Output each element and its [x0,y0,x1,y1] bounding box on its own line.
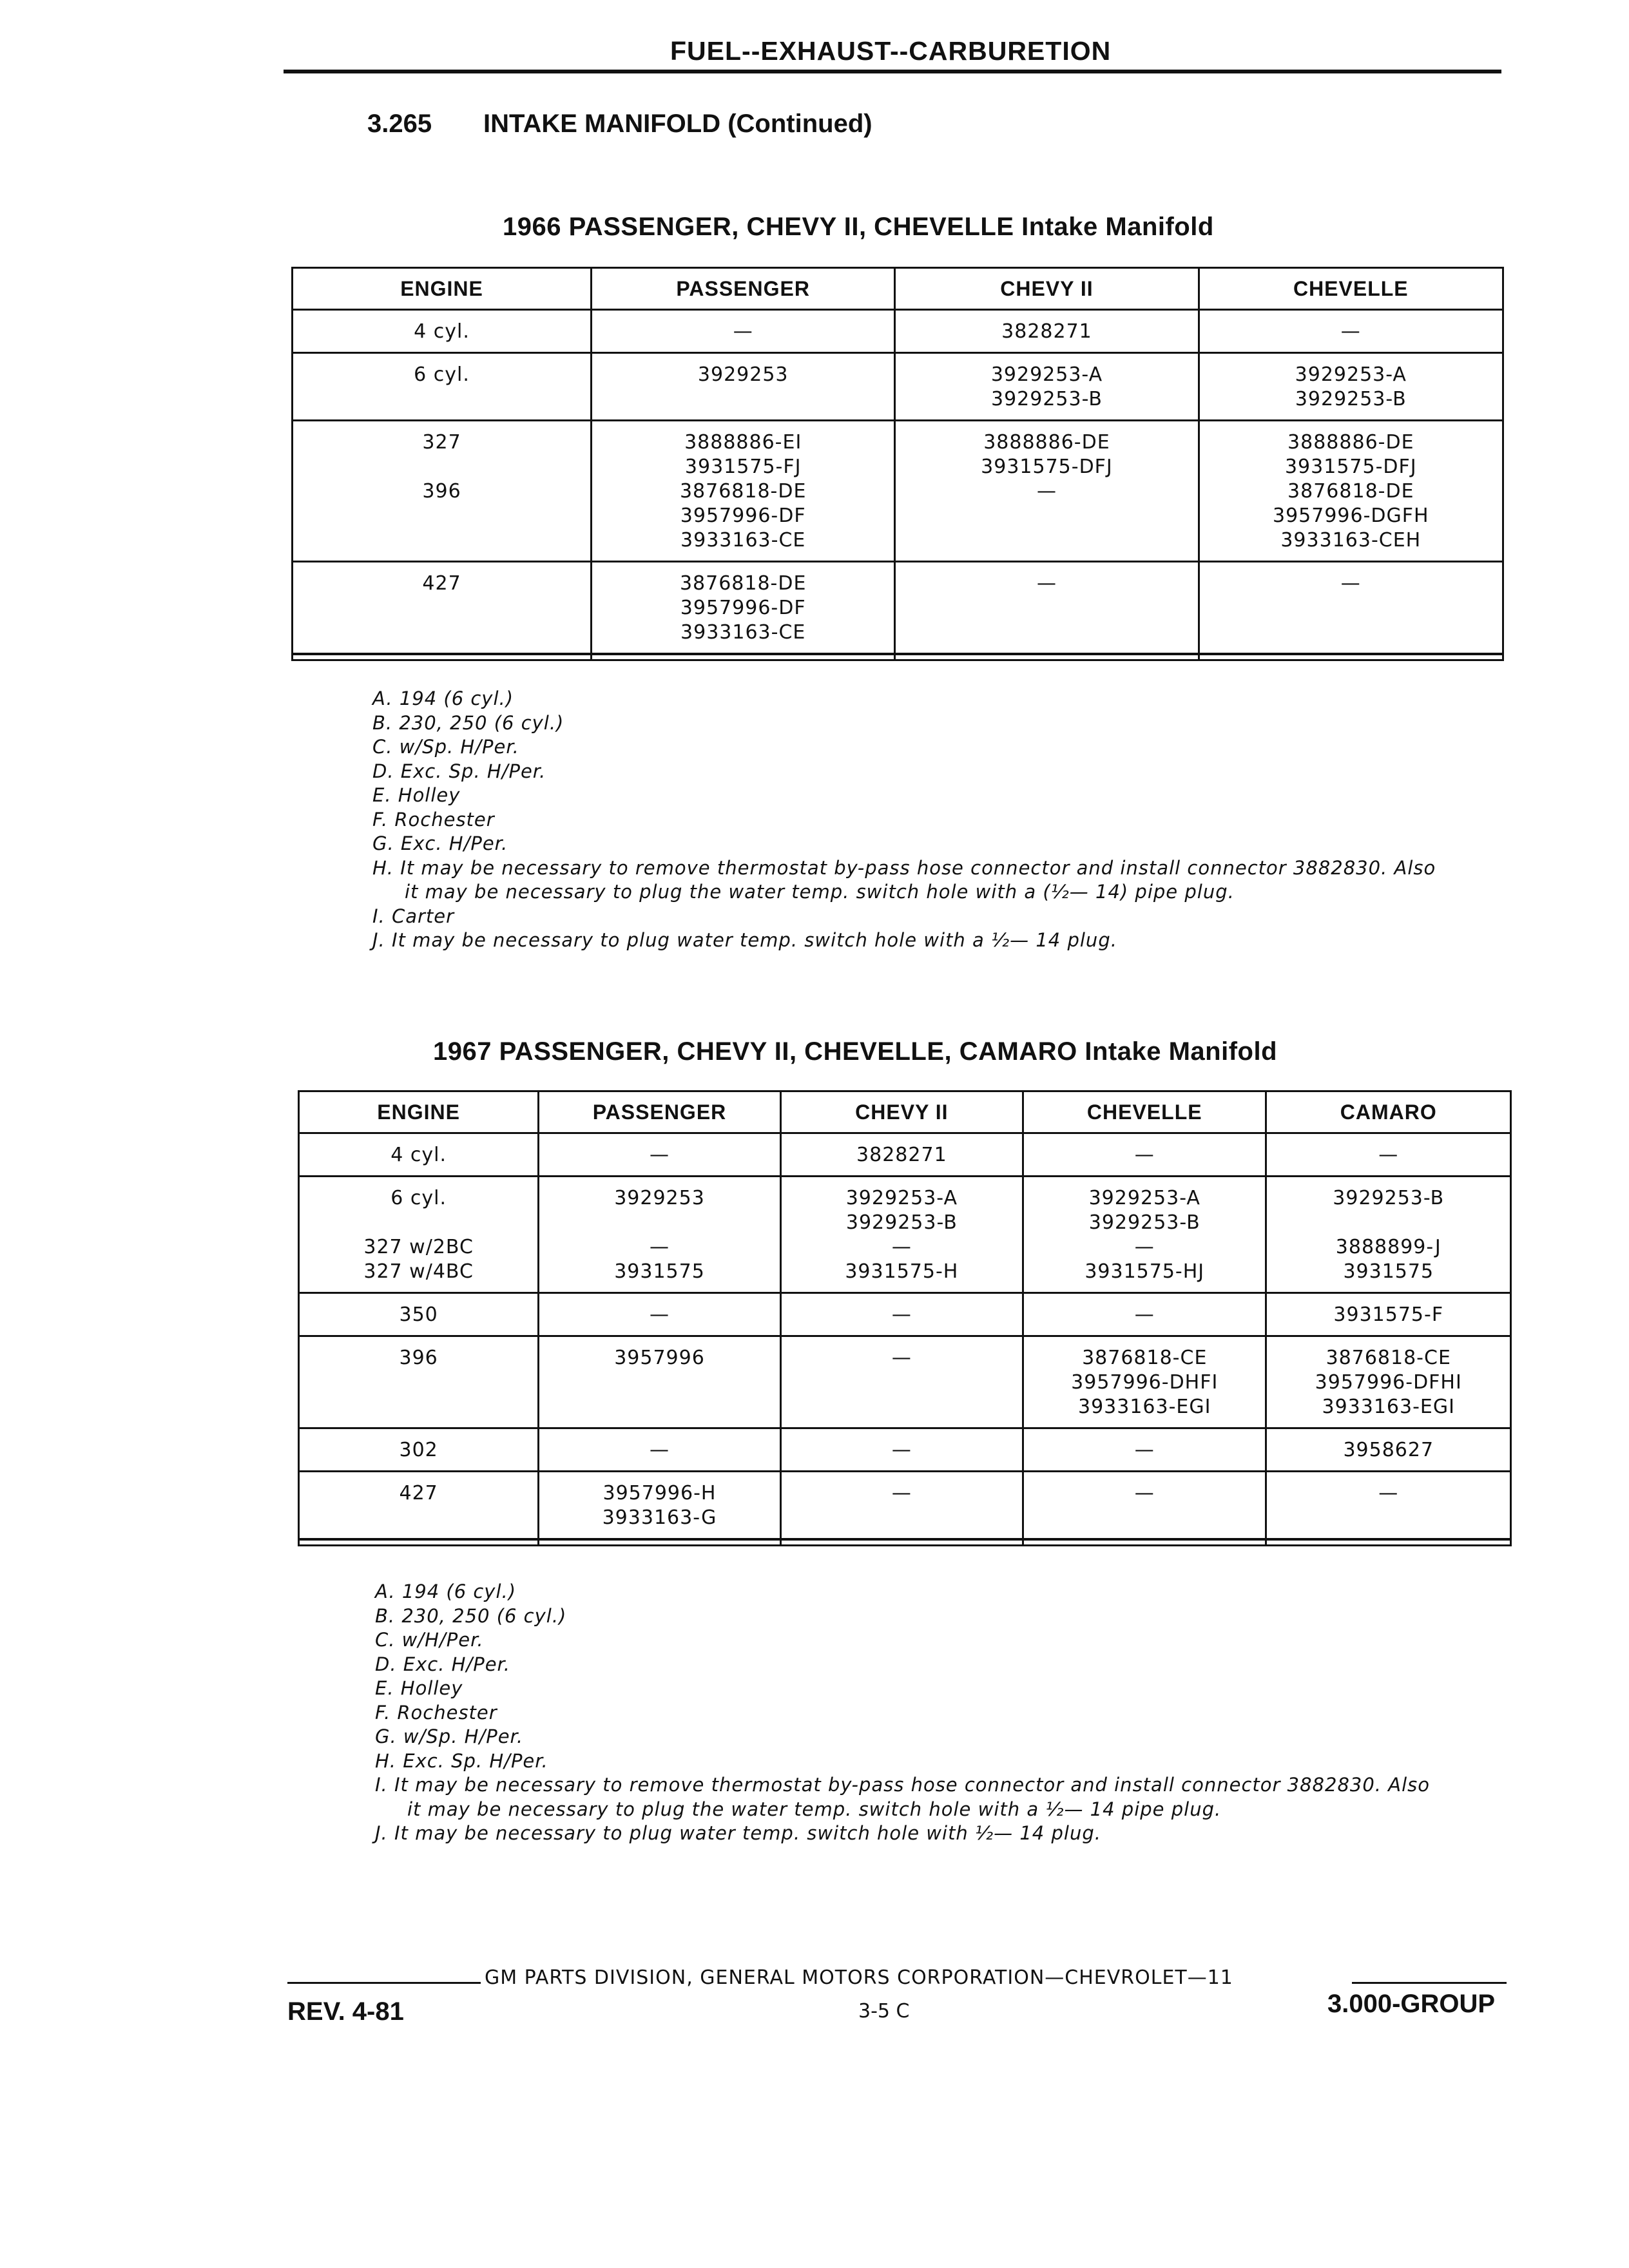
cell-passenger: — [592,310,895,353]
part-number: 3933163-EGI [1078,1396,1211,1418]
cell-chevelle [1199,353,1503,421]
footnote: G. w/Sp. H/Per. [375,1725,524,1747]
cell-engine: 350 [299,1293,539,1336]
footnote: G. Exc. H/Per. [372,832,508,854]
cell-chevelle: — [1023,1428,1266,1472]
part-number: 3931575-H [845,1260,959,1283]
part-number: 3933163-EGI [1322,1396,1455,1418]
part-number: — [891,1236,912,1258]
cell-engine: 427 [293,562,592,655]
table-row [299,1472,1511,1540]
part-number: 3929253 [614,1187,705,1209]
cell-chevy2: — [780,1293,1023,1336]
part-number: 3957996-DHFI [1071,1371,1219,1394]
cell-camaro: — [1266,1472,1511,1540]
footnote-continuation: it may be necessary to plug the water temp. switch hole with a (½— 14) pipe plug. [405,881,1235,903]
part-number: 3929253-A [990,363,1103,386]
cell-camaro: 3931575-F [1266,1293,1511,1336]
cell-passenger: — [539,1133,780,1177]
cell-engine: 427 [299,1472,539,1540]
table1-1966-intake-manifold [291,267,1504,661]
spacer [1271,1211,1506,1235]
cell-passenger: — [539,1428,780,1472]
cell-chevelle: — [1023,1472,1266,1540]
table2-1967-intake-manifold [298,1090,1512,1546]
cell-engine: 4 cyl. [299,1133,539,1177]
cell-engine [293,421,592,562]
part-number: 3957996-DF [680,597,806,619]
cell-engine: 4 cyl. [293,310,592,353]
footnote: I. Carter [372,905,455,927]
part-number: 3931575-HJ [1084,1260,1205,1283]
table-row [293,562,1503,655]
table2-notes [375,1580,1430,1846]
cell-chevy2 [895,421,1199,562]
cell-chevelle: — [1199,310,1503,353]
footer-rule-right [1352,1982,1507,1984]
col-header-chevy2: CHEVY II [780,1091,1023,1133]
part-number: — [1036,480,1057,503]
footnote: F. Rochester [375,1701,497,1724]
table2-title: 1967 PASSENGER, CHEVY II, CHEVELLE, CAMARO Intake Manifold [433,1037,1277,1066]
running-header: FUEL--EXHAUST--CARBURETION [670,36,1112,66]
col-header-chevelle: CHEVELLE [1199,268,1503,310]
table-row [299,1177,1511,1293]
cell-chevy2: — [780,1428,1023,1472]
cell-passenger [592,421,895,562]
cell-camaro: — [1266,1133,1511,1177]
part-number: 3933163-CEH [1280,529,1422,552]
part-number: 3929253-A [1295,363,1407,386]
cell-chevelle [1023,1336,1266,1428]
section-heading [367,110,872,139]
table-row [293,310,1503,353]
footnote: E. Holley [375,1677,463,1699]
table1-notes [372,687,1436,953]
cell-camaro: 3958627 [1266,1428,1511,1472]
cell-passenger: 3929253 [592,353,895,421]
part-number: 3929253-A [1088,1187,1200,1209]
table2-header-row [299,1091,1511,1133]
col-header-camaro: CAMARO [1266,1091,1511,1133]
table-row [293,421,1503,562]
cell-chevy2: 3828271 [780,1133,1023,1177]
footnote: J. It may be necessary to plug water temp. switch hole with a ½— 14 plug. [372,929,1117,951]
revision-date: REV. 4-81 [287,1997,404,2026]
cell-camaro [1266,1336,1511,1428]
cell-chevy2: 3828271 [895,310,1199,353]
footnote: I. It may be necessary to remove thermostat by-pass hose connector and install connector 3882830. Also [375,1774,1430,1796]
part-number: 3931575-DFJ [981,456,1113,478]
col-header-chevelle: CHEVELLE [1023,1091,1266,1133]
section-title: INTAKE MANIFOLD (Continued) [483,110,872,138]
cell-passenger [539,1472,780,1540]
footnote: E. Holley [372,784,461,806]
cell-chevelle [1199,421,1503,562]
spacer [297,455,586,479]
cell-passenger: — [539,1293,780,1336]
col-header-chevy2: CHEVY II [895,268,1199,310]
engine-label: 327 w/2BC [363,1236,474,1258]
part-number: 3957996-H [602,1482,717,1504]
cell-camaro [1266,1177,1511,1293]
footnote: H. It may be necessary to remove thermostat by-pass hose connector and install connector 3882830. Also [372,856,1436,879]
part-number: 3876818-CE [1082,1347,1208,1369]
col-header-passenger: PASSENGER [592,268,895,310]
table-row [299,1428,1511,1472]
engine-label: 396 [422,480,461,503]
part-number: — [1134,1236,1155,1258]
part-number: 3888886-DE [983,431,1110,454]
part-number: 3931575 [614,1260,705,1283]
part-number: 3929253-B [1295,388,1407,410]
part-number: 3933163-G [602,1506,717,1529]
footnote: C. w/H/Per. [375,1629,484,1651]
cell-chevy2: — [780,1472,1023,1540]
footnote: F. Rochester [372,808,495,831]
cell-passenger: 3957996 [539,1336,780,1428]
part-number: 3931575-DFJ [1284,456,1417,478]
cell-chevelle: — [1199,562,1503,655]
footnote: D. Exc. Sp. H/Per. [372,760,546,782]
page-number: 3-5 C [858,2000,910,2023]
cell-chevy2: — [895,562,1199,655]
part-number: 3888886-DE [1287,431,1414,454]
table-row [299,1336,1511,1428]
footer-division: GM PARTS DIVISION, GENERAL MOTORS CORPORATION—CHEVROLET—11 [485,1966,1233,1989]
footnote: B. 230, 250 (6 cyl.) [375,1604,567,1627]
part-number: 3957996-DFHI [1315,1371,1462,1394]
footnote: D. Exc. H/Per. [375,1653,511,1675]
part-number: 3957996-DF [680,505,806,527]
engine-label: 327 [422,431,461,454]
cell-chevy2 [780,1177,1023,1293]
part-number: — [649,1236,670,1258]
col-header-engine: ENGINE [299,1091,539,1133]
cell-chevelle: — [1023,1293,1266,1336]
cell-engine: 302 [299,1428,539,1472]
cell-chevy2 [895,353,1199,421]
table1-header-row [293,268,1503,310]
footnote-continuation: it may be necessary to plug the water temp. switch hole with a ½— 14 pipe plug. [407,1798,1222,1820]
part-number: 3888899-J [1335,1236,1441,1258]
col-header-engine: ENGINE [293,268,592,310]
footer-rule-left [287,1982,481,1984]
engine-label: 6 cyl. [390,1187,447,1209]
part-number: 3931575 [1343,1260,1434,1283]
footnote: J. It may be necessary to plug water temp. switch hole with ½— 14 plug. [375,1822,1101,1844]
table-tail [299,1539,1511,1546]
group-number: 3.000-GROUP [1327,1990,1496,2018]
footnote: A. 194 (6 cyl.) [375,1581,517,1602]
table-row [299,1293,1511,1336]
part-number: 3929253-B [1333,1187,1445,1209]
section-number: 3.265 [367,110,432,138]
part-number: 3876818-CE [1325,1347,1451,1369]
part-number: 3929253-B [990,388,1103,410]
cell-passenger [539,1177,780,1293]
header-rule [284,70,1501,73]
table1-title: 1966 PASSENGER, CHEVY II, CHEVELLE Intake Manifold [503,213,1214,241]
cell-chevy2: — [780,1336,1023,1428]
cell-passenger [592,562,895,655]
part-number: 3876818-DE [679,480,807,503]
col-header-passenger: PASSENGER [539,1091,780,1133]
footnote: A. 194 (6 cyl.) [372,687,514,709]
table-row [299,1133,1511,1177]
cell-engine [299,1177,539,1293]
part-number: 3888886-EI [684,431,802,454]
part-number: 3929253-B [845,1211,958,1234]
table-row [293,353,1503,421]
cell-chevelle: — [1023,1133,1266,1177]
part-number: 3933163-CE [680,529,806,552]
spacer [304,1211,534,1235]
part-number: 3933163-CE [680,621,806,644]
footnote: H. Exc. Sp. H/Per. [375,1749,548,1772]
table-tail [293,654,1503,660]
part-number: 3929253-B [1088,1211,1200,1234]
footnote: C. w/Sp. H/Per. [372,736,519,758]
footnote: B. 230, 250 (6 cyl.) [372,711,564,734]
cell-engine: 396 [299,1336,539,1428]
cell-engine: 6 cyl. [293,353,592,421]
cell-chevelle [1023,1177,1266,1293]
part-number: 3931575-FJ [684,456,802,478]
part-number: 3876818-DE [1287,480,1414,503]
part-number: 3876818-DE [679,572,807,595]
engine-label: 327 w/4BC [363,1260,474,1283]
part-number: 3929253-A [845,1187,958,1209]
spacer [543,1211,775,1235]
part-number: 3957996-DGFH [1272,505,1429,527]
